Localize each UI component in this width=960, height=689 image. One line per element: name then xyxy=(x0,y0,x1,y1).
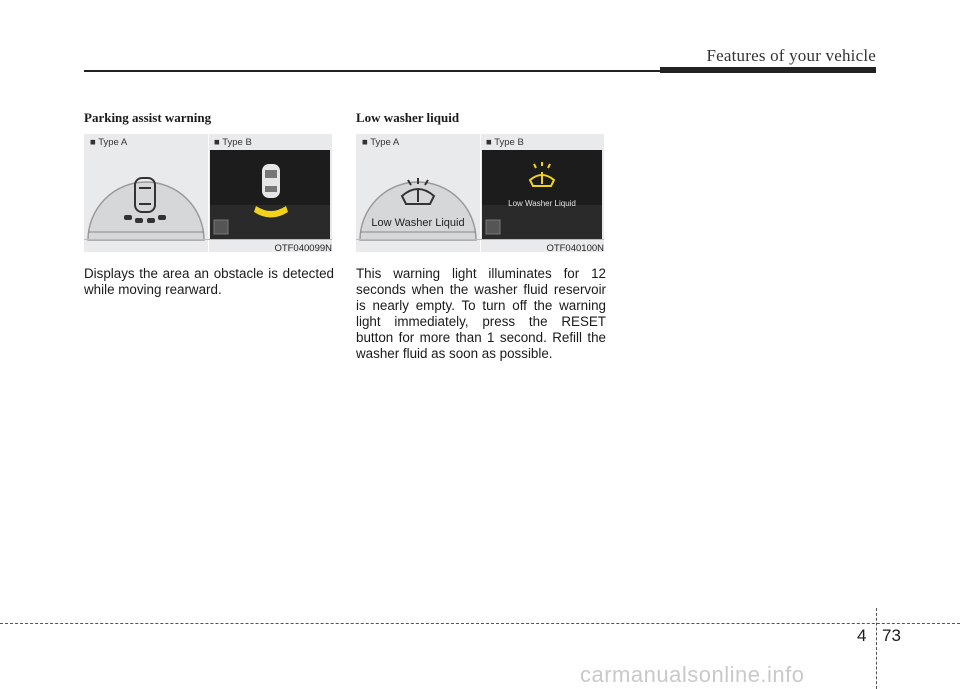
parking-assist-figure xyxy=(84,134,332,252)
section-parking-assist xyxy=(84,110,334,298)
figure-baseline xyxy=(356,239,604,240)
display-label: Low Washer Liquid xyxy=(508,199,576,208)
header-title: Features of your vehicle xyxy=(706,46,876,65)
gauge-label: Low Washer Liquid xyxy=(371,217,465,229)
header-rule xyxy=(84,70,660,72)
section-body: Displays the area an obstacle is detected while moving rearward. xyxy=(84,266,334,297)
low-washer-figure xyxy=(356,134,604,252)
parking-gauge-type-a xyxy=(84,148,208,252)
washer-display-type-b xyxy=(482,150,602,240)
figure-divider xyxy=(208,134,209,252)
figure-divider xyxy=(480,134,481,252)
chapter-number: 4 xyxy=(857,626,867,645)
figure-baseline xyxy=(84,239,332,240)
figure-code: OTF040100N xyxy=(546,243,604,254)
type-b-label: ■ Type B xyxy=(214,137,252,148)
section-low-washer xyxy=(356,110,606,362)
footer-rule xyxy=(0,623,960,624)
type-a-label: ■ Type A xyxy=(362,137,400,148)
section-title: Low washer liquid xyxy=(356,110,460,125)
parking-display-type-b xyxy=(210,150,330,240)
section-title: Parking assist warning xyxy=(84,110,212,125)
figure-code: OTF040099N xyxy=(274,243,332,254)
car-top-icon xyxy=(262,164,280,198)
washer-gauge-type-a xyxy=(356,148,480,252)
type-b-label: ■ Type B xyxy=(486,137,524,148)
header-rule-thick xyxy=(660,67,876,73)
watermark: carmanualsonline.info xyxy=(580,662,805,687)
footer-vertical-rule xyxy=(876,608,877,689)
section-body: This warning light illuminates for 12 seconds when the washer fluid reservoir is nearly empty. To turn off the warning light immediately, press the RESET button for more than 1 second. Refill the washer fluid as soon as possible. xyxy=(356,266,606,361)
type-a-label: ■ Type A xyxy=(90,137,128,148)
page-number: 73 xyxy=(882,626,901,645)
